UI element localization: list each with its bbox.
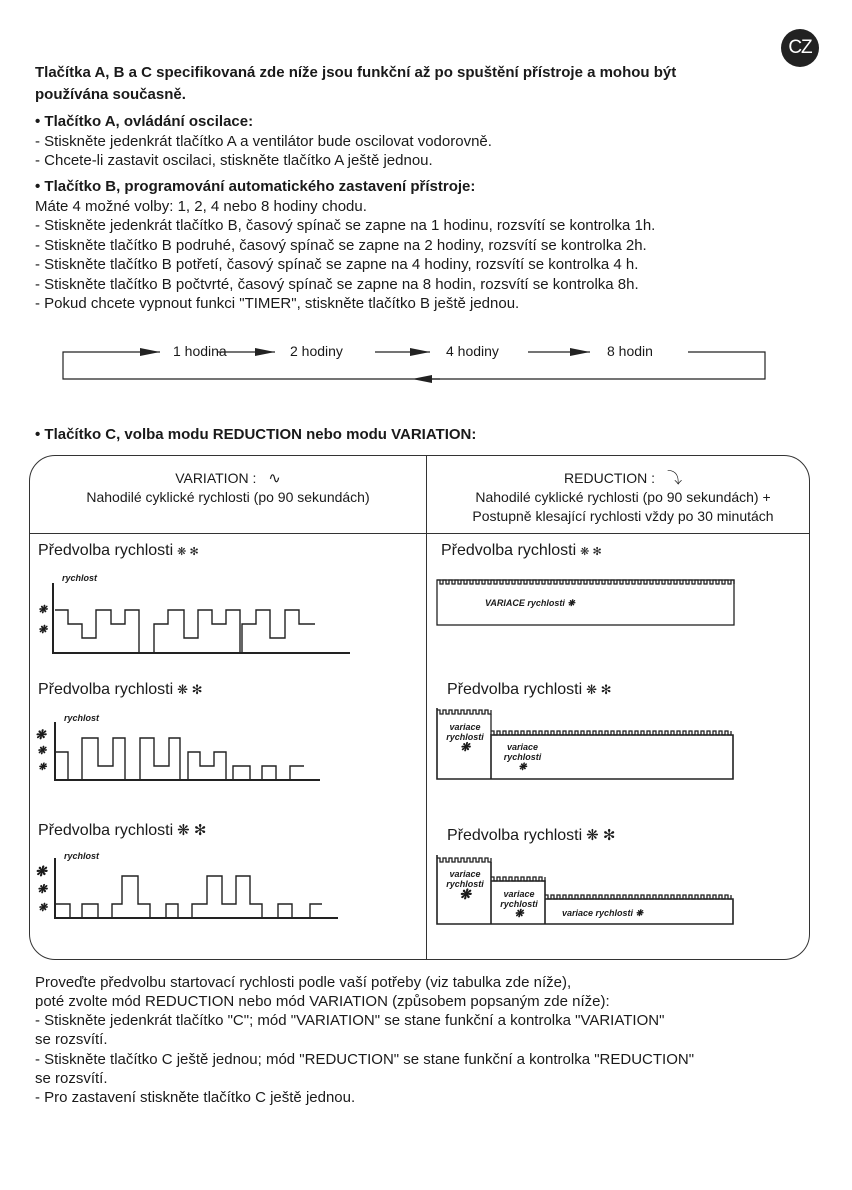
preset-label-mid: Předvolba rychlosti ❋ ✻ bbox=[38, 681, 203, 698]
graph-label: variace rychlosti ❋ bbox=[446, 869, 484, 902]
text-line: - Pokud chcete vypnout funkci "TIMER", stiskněte tlačítko B ještě jednou. bbox=[35, 295, 520, 312]
button-b-heading: • Tlačítko B, programování automatického zastavení přístroje: bbox=[35, 178, 476, 195]
reduction-step-icon: ⤵ bbox=[666, 470, 682, 487]
intro-line: používána současně. bbox=[35, 86, 186, 103]
text-line: - Chcete-li zastavit oscilaci, stiskněte tlačítko A ještě jednou. bbox=[35, 152, 433, 169]
axis-label: rychlost bbox=[62, 573, 98, 583]
graph-label: variace rychlosti ❋ bbox=[562, 908, 644, 918]
fan-icon: ❋ bbox=[35, 727, 46, 742]
fan-icon: ❋ bbox=[38, 762, 47, 773]
language-badge: CZ bbox=[781, 29, 819, 67]
text-line: - Stiskněte jedenkrát tlačítko A a ventilátor bude oscilovat vodorovně. bbox=[35, 133, 492, 150]
text-line: - Stiskněte tlačítko B podruhé, časový spínač se zapne na 2 hodiny, rozsvítí se kontrolka 2h. bbox=[35, 237, 647, 254]
timer-step-2h: 2 hodiny bbox=[290, 343, 343, 359]
fan-icon: ❋ ✻ bbox=[586, 827, 616, 844]
timer-cycle-arrows bbox=[63, 352, 765, 379]
fan-icon: ❋ ✻ bbox=[177, 822, 207, 839]
preset-label-high: Předvolba rychlosti ❋ ✻ bbox=[447, 827, 616, 844]
fan-icon: ❋ bbox=[35, 863, 47, 879]
variation-wave-icon: ∿ bbox=[268, 470, 281, 487]
preset-label-low: Předvolba rychlosti ❋ ✻ bbox=[441, 542, 602, 559]
button-a-heading: • Tlačítko A, ovládání oscilace: bbox=[35, 113, 254, 130]
preset-label-low: Předvolba rychlosti ❋ ✻ bbox=[38, 542, 199, 559]
fan-icon: ❋ bbox=[38, 902, 48, 914]
text-line: - Pro zastavení stiskněte tlačítko C ještě jednou. bbox=[35, 1089, 356, 1106]
button-c-heading: • Tlačítko C, volba modu REDUCTION nebo modu VARIATION: bbox=[35, 426, 477, 443]
text-line: poté zvolte mód REDUCTION nebo mód VARIATION (způsobem popsaným zde níže): bbox=[35, 993, 610, 1010]
variation-title: VARIATION : bbox=[175, 470, 257, 486]
preset-label-mid: Předvolba rychlosti ❋ ✻ bbox=[447, 681, 612, 698]
reduction-header bbox=[427, 469, 819, 526]
text-line: - Stiskněte jedenkrát tlačítko B, časový spínač se zapne na 1 hodinu, rozsvítí se kontrolka 1h. bbox=[35, 217, 656, 234]
fan-icon: ❋ ✻ bbox=[586, 682, 612, 697]
timer-step-1h: 1 hodina bbox=[173, 343, 227, 359]
graph-label: variace rychlosti ❋ bbox=[446, 722, 484, 754]
mode-table bbox=[29, 455, 810, 960]
variation-desc: Nahodilé cyklické rychlosti (po 90 sekundách) bbox=[86, 489, 370, 505]
text-line: - Stiskněte tlačítko B počtvrté, časový spínač se zapne na 8 hodin, rozsvítí se kontrolka 8h. bbox=[35, 276, 639, 293]
divider bbox=[426, 455, 427, 959]
preset-label-high: Předvolba rychlosti ❋ ✻ bbox=[38, 822, 207, 839]
fan-icon: ❋ ✻ bbox=[177, 546, 199, 558]
fan-icon: ❋ bbox=[38, 624, 48, 636]
fan-icon: ❋ bbox=[37, 882, 48, 896]
reduction-desc: Postupně klesající rychlosti vždy po 30 minutách bbox=[472, 508, 774, 524]
graph-label: variace rychlosti ❋ bbox=[500, 889, 538, 920]
axis-label: rychlost bbox=[64, 851, 100, 861]
text-line: - Stiskněte tlačítko C ještě jednou; mód "REDUCTION" se stane funkční a kontrolka "REDUCTION" bbox=[35, 1051, 695, 1068]
divider bbox=[29, 533, 810, 534]
timer-step-4h: 4 hodiny bbox=[446, 343, 499, 359]
fan-icon: ❋ ✻ bbox=[177, 682, 203, 697]
fan-icon: ❋ bbox=[38, 604, 48, 616]
axis-label: rychlost bbox=[64, 713, 100, 723]
graph-label: VARIACE rychlosti ❋ bbox=[485, 598, 575, 608]
fan-icon: ❋ bbox=[37, 745, 47, 757]
intro-line: Tlačítka A, B a C specifikovaná zde níže jsou funkční až po spuštění přístroje a mohou být bbox=[35, 64, 677, 81]
text-line: Máte 4 možné volby: 1, 2, 4 nebo 8 hodiny chodu. bbox=[35, 198, 367, 215]
reduction-title: REDUCTION : bbox=[564, 470, 656, 486]
variation-header bbox=[30, 469, 426, 507]
reduction-desc: Nahodilé cyklické rychlosti (po 90 sekundách) + bbox=[475, 489, 771, 505]
text-line: Proveďte předvolbu startovací rychlosti podle vaší potřeby (viz tabulka zde níže), bbox=[35, 974, 572, 991]
fan-icon: ❋ ✻ bbox=[580, 546, 602, 558]
text-line: - Stiskněte jedenkrát tlačítko "C"; mód "VARIATION" se stane funkční a kontrolka "VARIATION" bbox=[35, 1012, 665, 1029]
graph-label: variace rychlosti ❋ bbox=[503, 742, 542, 773]
text-line: se rozsvítí. bbox=[35, 1031, 108, 1048]
text-line: se rozsvítí. bbox=[35, 1070, 108, 1087]
timer-step-8h: 8 hodin bbox=[607, 343, 653, 359]
text-line: - Stiskněte tlačítko B potřetí, časový spínač se zapne na 4 hodiny, rozsvítí se kontrolka 4 h. bbox=[35, 256, 639, 273]
